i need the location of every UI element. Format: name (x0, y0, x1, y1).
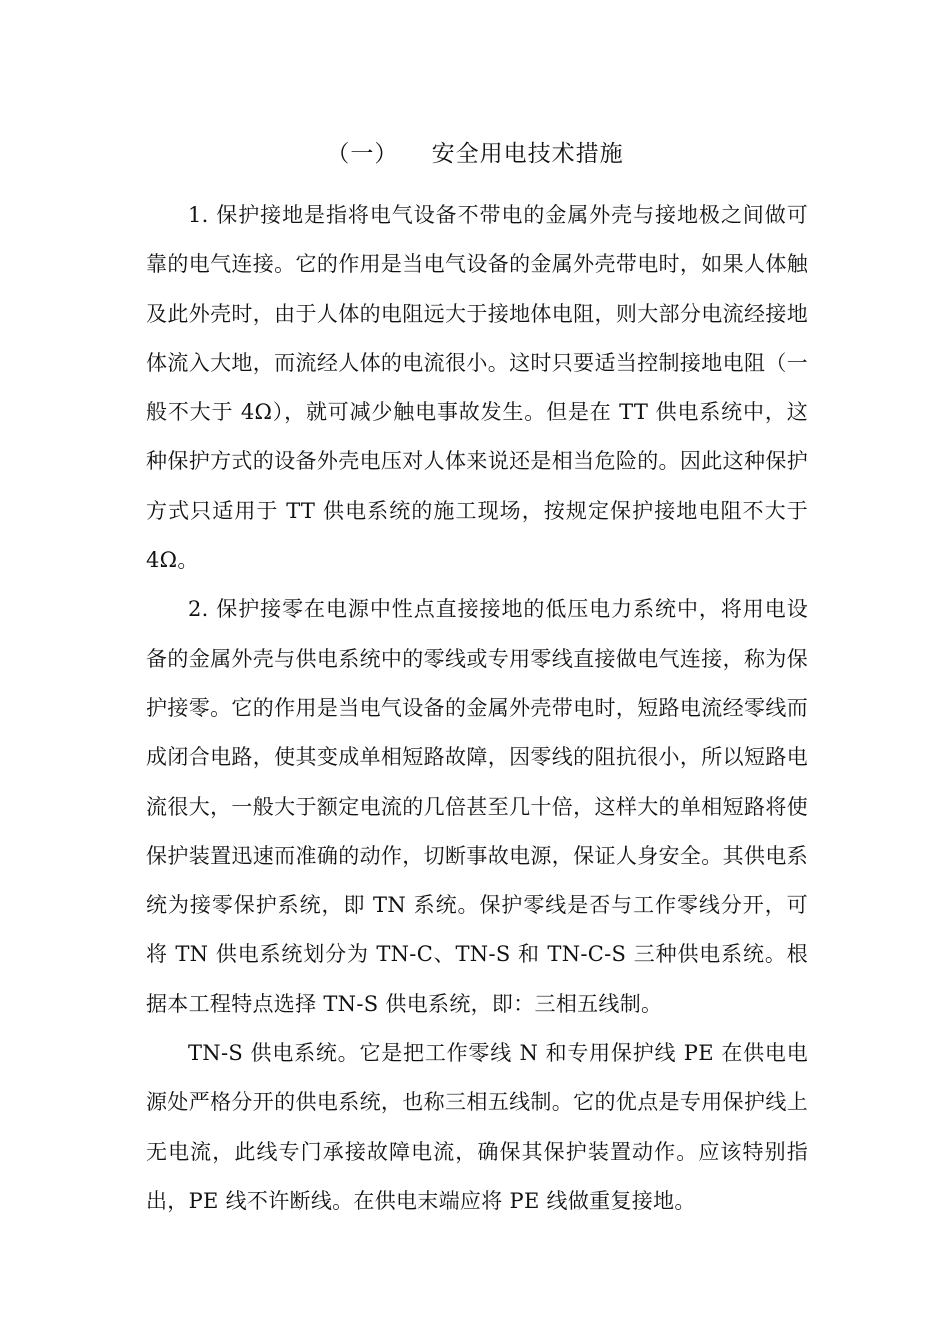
paragraph-tn-s-system: TN-S 供电系统。它是把工作零线 N 和专用保护线 PE 在供电电源处严格分开的供电系统，也称三相五线制。它的优点是专用保护线上无电流，此线专门承接故障电流，确保其保护装置动作。应该特别指出，PE 线不许断线。在供电末端应将 PE 线做重复接地。 (146, 1041, 808, 1213)
section-heading: （一） 安全用电技术措施 (326, 141, 624, 167)
paragraph-protective-neutral: 2. 保护接零在电源中性点直接接地的低压电力系统中，将用电设备的金属外壳与供电系统中的零线或专用零线直接做电气连接，称为保护接零。它的作用是当电气设备的金属外壳带电时，短路电流经零线而成闭合电路，使其变成单相短路故障，因零线的阻抗很小，所以短路电流很大，一般大于额定电流的几倍甚至几十倍，这样大的单相短路将使保护装置迅速而准确的动作，切断事故电源，保证人身安全。其供电系统为接零保护系统，即 TN 系统。保护零线是否与工作零线分开，可将 TN 供电系统划分为 TN-C、TN-S 和 TN-C-S 三种供电系统。根据本工程特点选择 TN-S 供电系统，即：三相五线制。 (146, 597, 808, 1016)
body-text (146, 191, 808, 1226)
paragraph-protective-grounding: 1. 保护接地是指将电气设备不带电的金属外壳与接地极之间做可靠的电气连接。它的作用是当电气设备的金属外壳带电时，如果人体触及此外壳时，由于人体的电阻远大于接地体电阻，则大部分电流经接地体流入大地，而流经人体的电流很小。这时只要适当控制接地电阻（一般不大于 4Ω），就可减少触电事故发生。但是在 TT 供电系统中，这种保护方式的设备外壳电压对人体来说还是相当危险的。因此这种保护方式只适用于 TT 供电系统的施工现场，按规定保护接地电阻不大于 4Ω。 (146, 203, 808, 573)
